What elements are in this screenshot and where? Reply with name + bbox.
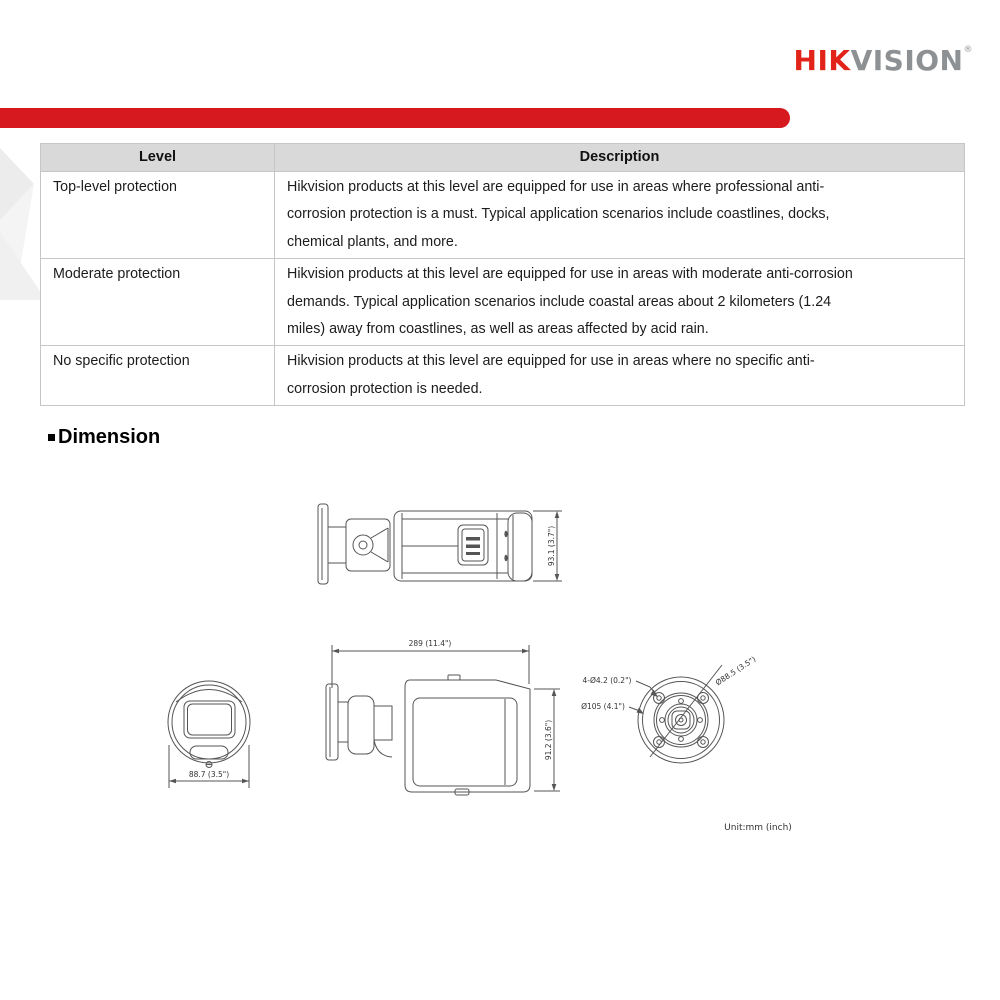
hikvision-logo xyxy=(794,44,973,77)
logo-vision: VISION xyxy=(850,44,964,77)
base-view-drawing xyxy=(581,655,757,763)
dim-base-outer-label: Ø105 (4.1") xyxy=(581,702,625,711)
dim-front-width-label: 88.7 (3.5") xyxy=(188,770,230,779)
description-cell xyxy=(275,259,965,346)
description-cell xyxy=(275,346,965,406)
table-header-row xyxy=(41,144,965,172)
dim-base-inner-label: Ø88.5 (3.5") xyxy=(713,654,758,688)
description-line: corrosion protection is a must. Typical application scenarios include coastlines, docks, xyxy=(287,206,830,223)
dim-holes-label: 4-Ø4.2 (0.2") xyxy=(582,676,632,685)
accent-bar xyxy=(0,108,790,128)
table-row xyxy=(41,346,965,406)
table-row xyxy=(41,172,965,259)
section-title: Dimension xyxy=(58,426,161,448)
dim-top-height-label: 93.1 (3.7") xyxy=(547,525,556,567)
square-bullet-icon xyxy=(48,434,55,441)
description-cell xyxy=(275,172,965,259)
table-row xyxy=(41,259,965,346)
description-line: miles) away from coastlines, as well as areas affected by acid rain. xyxy=(287,321,709,338)
col-header-level: Level xyxy=(41,144,275,172)
unit-note: Unit:mm (inch) xyxy=(724,823,792,833)
col-header-description: Description xyxy=(275,144,965,172)
level-cell: No specific protection xyxy=(41,346,275,406)
description-line: chemical plants, and more. xyxy=(287,233,458,250)
description-line: Hikvision products at this level are equipped for use in areas where professional anti- xyxy=(287,179,825,195)
front-view-drawing xyxy=(168,681,250,788)
protection-table xyxy=(40,143,965,406)
description-line: demands. Typical application scenarios include coastal areas about 2 kilometers (1.24 xyxy=(287,293,832,310)
section-dimension-heading xyxy=(48,426,160,449)
level-cell: Moderate protection xyxy=(41,259,275,346)
logo-hik: HIK xyxy=(793,44,851,77)
description-line: corrosion protection is needed. xyxy=(287,380,483,397)
registered-mark: ® xyxy=(963,45,973,55)
dim-length-label: 289 (11.4") xyxy=(408,639,452,648)
description-line: Hikvision products at this level are equipped for use in areas where no specific anti- xyxy=(287,353,815,370)
description-line: Hikvision products at this level are equipped for use in areas with moderate anti-corrosion xyxy=(287,266,853,283)
side-view-drawing xyxy=(326,639,560,795)
top-view-drawing xyxy=(318,504,562,584)
dim-side-height-label: 91.2 (3.6") xyxy=(544,719,553,761)
level-cell: Top-level protection xyxy=(41,172,275,259)
